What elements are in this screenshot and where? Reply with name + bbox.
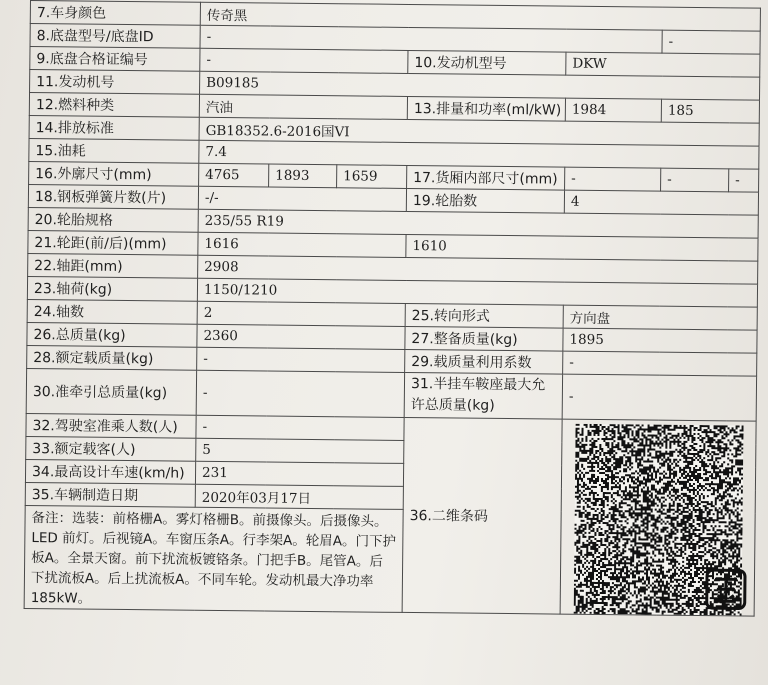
label-engine-number: 11.发动机号 — [30, 70, 200, 95]
value-fuel-type: 汽油 — [199, 94, 407, 119]
label-load-utilization: 29.载质量利用系数 — [405, 349, 563, 374]
label-leaf-springs: 18.钢板弹簧片数(片) — [28, 184, 198, 209]
row-30-31 — [26, 368, 756, 421]
label-cargo-dimensions: 17.货厢内部尺寸(mm) — [407, 165, 565, 190]
label-gross-mass: 26.总质量(kg) — [27, 322, 197, 347]
value-wheelbase: 2908 — [198, 255, 758, 284]
value-emission-standard: GB18352.6-2016国VI — [199, 117, 759, 146]
label-rated-load: 28.额定载质量(kg) — [27, 345, 197, 370]
label-cab-occupants: 32.驾驶室准乘人数(人) — [26, 413, 196, 438]
value-engine-model: DKW — [566, 52, 760, 77]
value-manufacture-date: 2020年03月17日 — [195, 484, 403, 509]
value-towing-mass: - — [196, 370, 404, 417]
label-steering: 25.转向形式 — [405, 303, 563, 328]
label-max-speed: 34.最高设计车速(km/h) — [25, 459, 195, 484]
remarks-text: 备注：选装：前格栅A。雾灯格栅B。前摄像头。后摄像头。LED 前灯。后视镜A。车窗压条A。行李架A。轮眉A。门下护板A。全景天窗。前下扰流板镀铬条。门把手B。尾管A。后下扰流板A。后上扰流板A。不同车轮。发动机最大净功率185kW。 — [24, 505, 403, 612]
value-steering: 方向盘 — [563, 305, 757, 330]
value-chassis-model: - — [200, 25, 662, 53]
label-curb-mass: 27.整备质量(kg) — [405, 326, 563, 351]
value-engine-number: B09185 — [200, 71, 760, 100]
value-cargo-3: - — [729, 169, 759, 192]
value-fuel-consumption: 7.4 — [199, 140, 759, 169]
stamp-mark-icon — [704, 567, 748, 611]
value-load-utilization: - — [563, 351, 757, 376]
value-axle-load: 1150/1210 — [197, 278, 757, 307]
label-axle-load: 23.轴荷(kg) — [27, 276, 197, 301]
label-chassis-model: 8.底盘型号/底盘ID — [30, 24, 200, 49]
value-width: 1893 — [269, 164, 337, 188]
label-manufacture-date: 35.车辆制造日期 — [25, 482, 195, 507]
label-towing-mass: 30.准牵引总质量(kg) — [26, 368, 196, 415]
value-max-speed: 231 — [195, 461, 403, 486]
label-overall-dimensions: 16.外廓尺寸(mm) — [29, 161, 199, 186]
value-track-front: 1616 — [198, 232, 406, 257]
value-power: 185 — [661, 99, 759, 123]
label-axle-count: 24.轴数 — [27, 299, 197, 324]
value-cargo-1: - — [565, 167, 661, 191]
label-chassis-cert: 9.底盘合格证编号 — [30, 47, 200, 72]
label-qr-code: 36.二维条码 — [402, 417, 562, 614]
label-displacement-power: 13.排量和功率(ml/kW) — [407, 96, 565, 121]
label-emission-standard: 14.排放标准 — [29, 115, 199, 140]
value-rated-passengers: 5 — [196, 438, 404, 463]
label-tire-spec: 20.轮胎规格 — [28, 207, 198, 232]
qr-code-cell — [560, 419, 756, 616]
value-chassis-id: - — [662, 30, 760, 54]
label-fuel-consumption: 15.油耗 — [29, 138, 199, 163]
value-saddle-mass: - — [562, 374, 756, 421]
label-body-color: 7.车身颜色 — [30, 1, 200, 26]
value-track-rear: 1610 — [406, 234, 758, 261]
value-body-color: 传奇黑 — [200, 2, 760, 31]
value-length: 4765 — [199, 163, 269, 187]
label-fuel-type: 12.燃料种类 — [29, 93, 199, 118]
value-chassis-cert: - — [200, 48, 408, 73]
value-tire-spec: 235/55 R19 — [198, 209, 758, 238]
value-curb-mass: 1895 — [563, 328, 757, 353]
label-track-width: 21.轮距(前/后)(mm) — [28, 230, 198, 255]
value-height: 1659 — [337, 165, 407, 189]
value-gross-mass: 2360 — [197, 324, 405, 349]
vehicle-spec-table — [24, 0, 761, 617]
value-tire-count: 4 — [564, 190, 758, 215]
value-cab-occupants: - — [196, 415, 404, 440]
label-wheelbase: 22.轴距(mm) — [28, 253, 198, 278]
label-engine-model: 10.发动机型号 — [408, 50, 566, 75]
value-axle-count: 2 — [197, 301, 405, 326]
label-saddle-mass: 31.半挂车鞍座最大允许总质量(kg) — [404, 372, 562, 419]
label-tire-count: 19.轮胎数 — [406, 188, 564, 213]
value-displacement: 1984 — [565, 98, 661, 122]
value-cargo-2: - — [661, 168, 729, 192]
label-rated-passengers: 33.额定载客(人) — [26, 436, 196, 461]
value-leaf-springs: -/- — [198, 186, 406, 211]
value-rated-load: - — [197, 347, 405, 372]
